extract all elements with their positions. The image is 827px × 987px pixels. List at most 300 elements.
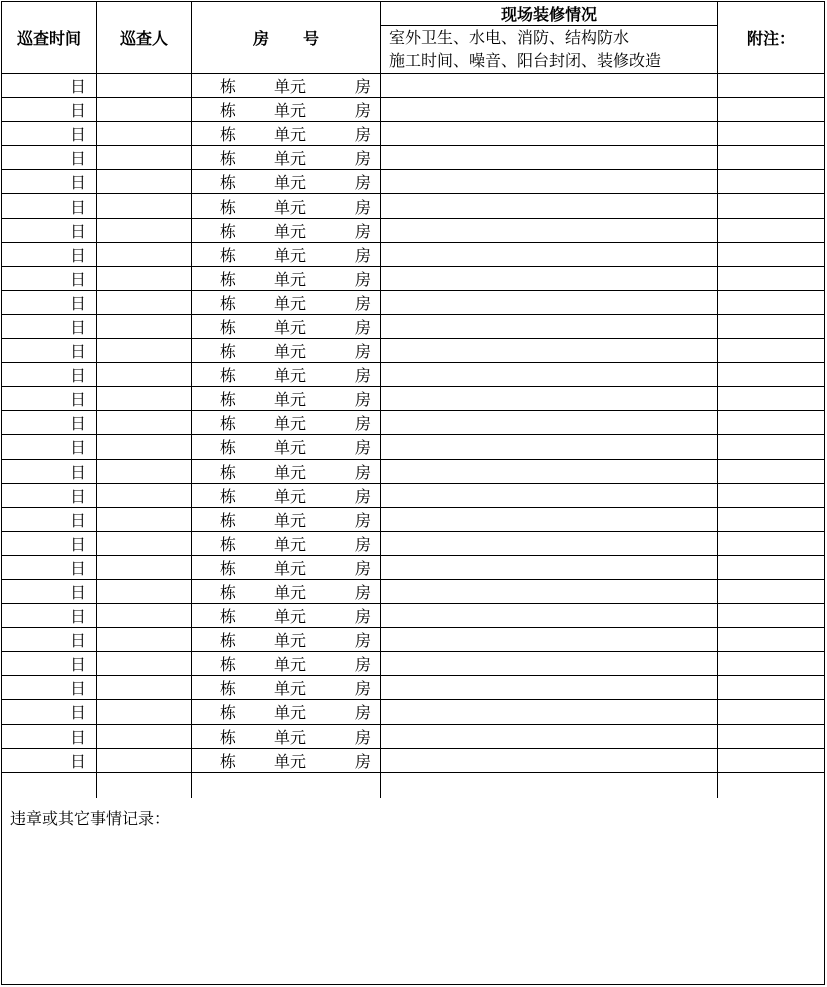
- room-label: 房: [355, 173, 372, 193]
- cell-condition[interactable]: [381, 122, 717, 145]
- col-divider-2: [191, 2, 192, 798]
- unit-label: 单元: [274, 293, 307, 313]
- day-suffix: 日: [69, 510, 86, 530]
- table-row: [2, 363, 824, 387]
- cell-remarks[interactable]: [718, 146, 824, 169]
- cell-remarks[interactable]: [718, 219, 824, 242]
- header-inspector: [97, 2, 191, 73]
- table-row: [2, 122, 824, 146]
- table-row: [2, 484, 824, 508]
- cell-remarks[interactable]: [718, 460, 824, 483]
- cell-room[interactable]: [192, 363, 380, 386]
- table-row: [2, 411, 824, 435]
- cell-condition[interactable]: [381, 315, 717, 338]
- cell-date[interactable]: [2, 291, 96, 314]
- cell-inspector[interactable]: [97, 411, 191, 434]
- cell-room[interactable]: [192, 749, 380, 772]
- cell-date[interactable]: [2, 243, 96, 266]
- day-suffix: 日: [69, 197, 86, 217]
- building-label: 栋: [220, 101, 237, 121]
- day-suffix: 日: [69, 173, 86, 193]
- header-condition-line2: 施工时间、噪音、阳台封闭、装修改造: [389, 51, 662, 70]
- table-row: [2, 387, 824, 411]
- day-suffix: 日: [69, 149, 86, 169]
- cell-date[interactable]: [2, 146, 96, 169]
- room-label: 房: [355, 317, 372, 337]
- cell-condition[interactable]: [381, 580, 717, 603]
- unit-label: 单元: [274, 414, 307, 434]
- cell-condition[interactable]: [381, 700, 717, 723]
- cell-inspector[interactable]: [97, 219, 191, 242]
- table-row: [2, 556, 824, 580]
- cell-remarks[interactable]: [718, 194, 824, 217]
- unit-label: 单元: [274, 607, 307, 627]
- cell-inspector[interactable]: [97, 484, 191, 507]
- cell-inspector[interactable]: [97, 339, 191, 362]
- cell-room[interactable]: [192, 122, 380, 145]
- unit-label: 单元: [274, 173, 307, 193]
- cell-condition[interactable]: [381, 508, 717, 531]
- cell-date[interactable]: [2, 484, 96, 507]
- building-label: 栋: [220, 197, 237, 217]
- cell-condition[interactable]: [381, 267, 717, 290]
- day-suffix: 日: [69, 77, 86, 97]
- unit-label: 单元: [274, 342, 307, 362]
- day-suffix: 日: [69, 727, 86, 747]
- unit-label: 单元: [274, 679, 307, 699]
- unit-label: 单元: [274, 486, 307, 506]
- building-label: 栋: [220, 342, 237, 362]
- building-label: 栋: [220, 462, 237, 482]
- cell-remarks[interactable]: [718, 556, 824, 579]
- cell-remarks[interactable]: [718, 508, 824, 531]
- day-suffix: 日: [69, 414, 86, 434]
- cell-date[interactable]: [2, 556, 96, 579]
- day-suffix: 日: [69, 366, 86, 386]
- cell-inspector[interactable]: [97, 700, 191, 723]
- cell-date[interactable]: [2, 460, 96, 483]
- unit-label: 单元: [274, 583, 307, 603]
- unit-label: 单元: [274, 101, 307, 121]
- cell-condition[interactable]: [381, 725, 717, 748]
- building-label: 栋: [220, 679, 237, 699]
- cell-date[interactable]: [2, 267, 96, 290]
- cell-room[interactable]: [192, 267, 380, 290]
- table-row: [2, 74, 824, 98]
- building-label: 栋: [220, 149, 237, 169]
- building-label: 栋: [220, 510, 237, 530]
- table-header: [2, 2, 824, 74]
- cell-date[interactable]: [2, 387, 96, 410]
- table-row: [2, 628, 824, 652]
- cell-date[interactable]: [2, 411, 96, 434]
- cell-condition[interactable]: [381, 170, 717, 193]
- cell-date[interactable]: [2, 604, 96, 627]
- building-label: 栋: [220, 607, 237, 627]
- col-divider-1: [96, 2, 97, 798]
- unit-label: 单元: [274, 558, 307, 578]
- header-room-label-b: 号: [303, 29, 320, 48]
- cell-room[interactable]: [192, 170, 380, 193]
- cell-remarks[interactable]: [718, 676, 824, 699]
- unit-label: 单元: [274, 462, 307, 482]
- cell-inspector[interactable]: [97, 146, 191, 169]
- room-label: 房: [355, 221, 372, 241]
- cell-room[interactable]: [192, 219, 380, 242]
- cell-date[interactable]: [2, 580, 96, 603]
- day-suffix: 日: [69, 245, 86, 265]
- day-suffix: 日: [69, 342, 86, 362]
- day-suffix: 日: [69, 583, 86, 603]
- room-label: 房: [355, 751, 372, 771]
- cell-condition[interactable]: [381, 194, 717, 217]
- violation-notes-area[interactable]: [2, 798, 824, 984]
- cell-room[interactable]: [192, 243, 380, 266]
- cell-room[interactable]: [192, 74, 380, 97]
- header-remarks-label: 附注：: [746, 29, 795, 48]
- cell-remarks[interactable]: [718, 725, 824, 748]
- table-row: [2, 749, 824, 773]
- room-label: 房: [355, 342, 372, 362]
- building-label: 栋: [220, 751, 237, 771]
- day-suffix: 日: [69, 462, 86, 482]
- building-label: 栋: [220, 390, 237, 410]
- day-suffix: 日: [69, 751, 86, 771]
- room-label: 房: [355, 486, 372, 506]
- cell-room[interactable]: [192, 604, 380, 627]
- day-suffix: 日: [69, 558, 86, 578]
- cell-inspector[interactable]: [97, 315, 191, 338]
- cell-condition[interactable]: [381, 98, 717, 121]
- room-label: 房: [355, 125, 372, 145]
- building-label: 栋: [220, 173, 237, 193]
- building-label: 栋: [220, 221, 237, 241]
- cell-room[interactable]: [192, 339, 380, 362]
- cell-condition[interactable]: [381, 387, 717, 410]
- cell-date[interactable]: [2, 194, 96, 217]
- room-label: 房: [355, 101, 372, 121]
- room-label: 房: [355, 414, 372, 434]
- cell-inspector[interactable]: [97, 532, 191, 555]
- cell-condition[interactable]: [381, 628, 717, 651]
- cell-inspector[interactable]: [97, 652, 191, 675]
- cell-remarks[interactable]: [718, 291, 824, 314]
- table-row: [2, 219, 824, 243]
- cell-date[interactable]: [2, 652, 96, 675]
- cell-date[interactable]: [2, 508, 96, 531]
- header-condition: [381, 2, 717, 73]
- unit-label: 单元: [274, 390, 307, 410]
- cell-date[interactable]: [2, 435, 96, 458]
- table-row: [2, 725, 824, 749]
- cell-condition[interactable]: [381, 74, 717, 97]
- building-label: 栋: [220, 631, 237, 651]
- cell-remarks[interactable]: [718, 604, 824, 627]
- unit-label: 单元: [274, 438, 307, 458]
- cell-date[interactable]: [2, 749, 96, 772]
- cell-room[interactable]: [192, 508, 380, 531]
- unit-label: 单元: [274, 655, 307, 675]
- room-label: 房: [355, 269, 372, 289]
- cell-date[interactable]: [2, 122, 96, 145]
- cell-date[interactable]: [2, 315, 96, 338]
- violation-notes-label: 违章或其它事情记录：: [10, 809, 171, 828]
- room-label: 房: [355, 583, 372, 603]
- cell-room[interactable]: [192, 725, 380, 748]
- day-suffix: 日: [69, 703, 86, 723]
- unit-label: 单元: [274, 245, 307, 265]
- cell-remarks[interactable]: [718, 363, 824, 386]
- cell-date[interactable]: [2, 700, 96, 723]
- table-row: [2, 604, 824, 628]
- day-suffix: 日: [69, 679, 86, 699]
- day-suffix: 日: [69, 317, 86, 337]
- unit-label: 单元: [274, 77, 307, 97]
- table-row: [2, 291, 824, 315]
- unit-label: 单元: [274, 317, 307, 337]
- table-row: [2, 170, 824, 194]
- cell-room[interactable]: [192, 460, 380, 483]
- unit-label: 单元: [274, 510, 307, 530]
- table-row: [2, 676, 824, 700]
- day-suffix: 日: [69, 269, 86, 289]
- cell-remarks[interactable]: [718, 580, 824, 603]
- room-label: 房: [355, 655, 372, 675]
- cell-remarks[interactable]: [718, 411, 824, 434]
- building-label: 栋: [220, 534, 237, 554]
- cell-remarks[interactable]: [718, 652, 824, 675]
- cell-remarks[interactable]: [718, 122, 824, 145]
- cell-remarks[interactable]: [718, 387, 824, 410]
- cell-room[interactable]: [192, 652, 380, 675]
- cell-date[interactable]: [2, 339, 96, 362]
- cell-condition[interactable]: [381, 363, 717, 386]
- cell-remarks[interactable]: [718, 628, 824, 651]
- cell-condition[interactable]: [381, 460, 717, 483]
- unit-label: 单元: [274, 751, 307, 771]
- cell-inspector[interactable]: [97, 170, 191, 193]
- room-label: 房: [355, 679, 372, 699]
- cell-condition[interactable]: [381, 556, 717, 579]
- building-label: 栋: [220, 414, 237, 434]
- cell-inspector[interactable]: [97, 676, 191, 699]
- day-suffix: 日: [69, 101, 86, 121]
- cell-remarks[interactable]: [718, 749, 824, 772]
- cell-condition[interactable]: [381, 532, 717, 555]
- day-suffix: 日: [69, 631, 86, 651]
- cell-remarks[interactable]: [718, 339, 824, 362]
- unit-label: 单元: [274, 703, 307, 723]
- cell-remarks[interactable]: [718, 243, 824, 266]
- cell-condition[interactable]: [381, 291, 717, 314]
- table-row: [2, 508, 824, 532]
- cell-inspector[interactable]: [97, 580, 191, 603]
- cell-inspector[interactable]: [97, 194, 191, 217]
- cell-inspector[interactable]: [97, 435, 191, 458]
- header-time-label: 巡查时间: [16, 29, 81, 48]
- cell-room[interactable]: [192, 484, 380, 507]
- room-label: 房: [355, 558, 372, 578]
- unit-label: 单元: [274, 727, 307, 747]
- cell-remarks[interactable]: [718, 532, 824, 555]
- room-label: 房: [355, 245, 372, 265]
- cell-inspector[interactable]: [97, 556, 191, 579]
- room-label: 房: [355, 462, 372, 482]
- header-condition-line1: 室外卫生、水电、消防、结构防水: [389, 28, 630, 47]
- room-label: 房: [355, 727, 372, 747]
- unit-label: 单元: [274, 197, 307, 217]
- cell-inspector[interactable]: [97, 291, 191, 314]
- cell-inspector[interactable]: [97, 243, 191, 266]
- building-label: 栋: [220, 245, 237, 265]
- cell-condition[interactable]: [381, 435, 717, 458]
- cell-condition[interactable]: [381, 484, 717, 507]
- header-remarks: [718, 2, 824, 73]
- cell-remarks[interactable]: [718, 98, 824, 121]
- building-label: 栋: [220, 558, 237, 578]
- cell-room[interactable]: [192, 676, 380, 699]
- cell-date[interactable]: [2, 74, 96, 97]
- cell-date[interactable]: [2, 676, 96, 699]
- cell-room[interactable]: [192, 291, 380, 314]
- cell-remarks[interactable]: [718, 484, 824, 507]
- unit-label: 单元: [274, 631, 307, 651]
- cell-inspector[interactable]: [97, 508, 191, 531]
- cell-remarks[interactable]: [718, 267, 824, 290]
- cell-room[interactable]: [192, 315, 380, 338]
- cell-condition[interactable]: [381, 243, 717, 266]
- cell-condition[interactable]: [381, 411, 717, 434]
- day-suffix: 日: [69, 390, 86, 410]
- day-suffix: 日: [69, 293, 86, 313]
- cell-date[interactable]: [2, 219, 96, 242]
- table-row: [2, 339, 824, 363]
- cell-condition[interactable]: [381, 604, 717, 627]
- cell-inspector[interactable]: [97, 725, 191, 748]
- room-label: 房: [355, 77, 372, 97]
- room-label: 房: [355, 510, 372, 530]
- col-divider-4: [717, 2, 718, 798]
- day-suffix: 日: [69, 655, 86, 675]
- cell-room[interactable]: [192, 556, 380, 579]
- building-label: 栋: [220, 438, 237, 458]
- table-row: [2, 580, 824, 604]
- cell-date[interactable]: [2, 363, 96, 386]
- table-row: [2, 146, 824, 170]
- header-condition-title: [381, 2, 717, 26]
- cell-inspector[interactable]: [97, 749, 191, 772]
- cell-inspector[interactable]: [97, 122, 191, 145]
- cell-condition[interactable]: [381, 146, 717, 169]
- cell-date[interactable]: [2, 98, 96, 121]
- cell-inspector[interactable]: [97, 74, 191, 97]
- record-rows: [2, 74, 824, 773]
- cell-condition[interactable]: [381, 339, 717, 362]
- room-label: 房: [355, 703, 372, 723]
- cell-condition[interactable]: [381, 749, 717, 772]
- building-label: 栋: [220, 293, 237, 313]
- building-label: 栋: [220, 727, 237, 747]
- building-label: 栋: [220, 77, 237, 97]
- unit-label: 单元: [274, 149, 307, 169]
- cell-date[interactable]: [2, 628, 96, 651]
- cell-condition[interactable]: [381, 676, 717, 699]
- cell-inspector[interactable]: [97, 98, 191, 121]
- table-row: [2, 460, 824, 484]
- header-inspector-label: 巡查人: [119, 29, 168, 48]
- cell-room[interactable]: [192, 700, 380, 723]
- room-label: 房: [355, 366, 372, 386]
- building-label: 栋: [220, 486, 237, 506]
- cell-inspector[interactable]: [97, 267, 191, 290]
- table-row: [2, 194, 824, 218]
- cell-date[interactable]: [2, 170, 96, 193]
- table-row: [2, 98, 824, 122]
- building-label: 栋: [220, 125, 237, 145]
- day-suffix: 日: [69, 607, 86, 627]
- table-row: [2, 435, 824, 459]
- cell-inspector[interactable]: [97, 628, 191, 651]
- cell-room[interactable]: [192, 532, 380, 555]
- cell-remarks[interactable]: [718, 435, 824, 458]
- header-condition-title-text: 现场装修情况: [500, 5, 597, 24]
- unit-label: 单元: [274, 269, 307, 289]
- header-room-label-a: 房: [252, 29, 269, 48]
- day-suffix: 日: [69, 221, 86, 241]
- cell-date[interactable]: [2, 532, 96, 555]
- table-row: [2, 532, 824, 556]
- room-label: 房: [355, 534, 372, 554]
- cell-condition[interactable]: [381, 652, 717, 675]
- header-time: [2, 2, 96, 73]
- table-row: [2, 243, 824, 267]
- room-label: 房: [355, 607, 372, 627]
- day-suffix: 日: [69, 486, 86, 506]
- cell-date[interactable]: [2, 725, 96, 748]
- cell-inspector[interactable]: [97, 460, 191, 483]
- table-row: [2, 700, 824, 724]
- col-divider-3: [380, 2, 381, 798]
- cell-room[interactable]: [192, 194, 380, 217]
- cell-remarks[interactable]: [718, 315, 824, 338]
- cell-inspector[interactable]: [97, 363, 191, 386]
- cell-room[interactable]: [192, 628, 380, 651]
- cell-inspector[interactable]: [97, 387, 191, 410]
- cell-room[interactable]: [192, 146, 380, 169]
- cell-room[interactable]: [192, 435, 380, 458]
- cell-remarks[interactable]: [718, 74, 824, 97]
- room-label: 房: [355, 631, 372, 651]
- building-label: 栋: [220, 703, 237, 723]
- inspection-record-sheet: [1, 1, 825, 985]
- room-label: 房: [355, 293, 372, 313]
- cell-remarks[interactable]: [718, 700, 824, 723]
- cell-room[interactable]: [192, 580, 380, 603]
- cell-room[interactable]: [192, 387, 380, 410]
- unit-label: 单元: [274, 366, 307, 386]
- cell-inspector[interactable]: [97, 604, 191, 627]
- cell-condition[interactable]: [381, 219, 717, 242]
- table-row: [2, 652, 824, 676]
- cell-remarks[interactable]: [718, 170, 824, 193]
- room-label: 房: [355, 197, 372, 217]
- cell-room[interactable]: [192, 98, 380, 121]
- building-label: 栋: [220, 269, 237, 289]
- table-row: [2, 315, 824, 339]
- cell-room[interactable]: [192, 411, 380, 434]
- day-suffix: 日: [69, 438, 86, 458]
- unit-label: 单元: [274, 125, 307, 145]
